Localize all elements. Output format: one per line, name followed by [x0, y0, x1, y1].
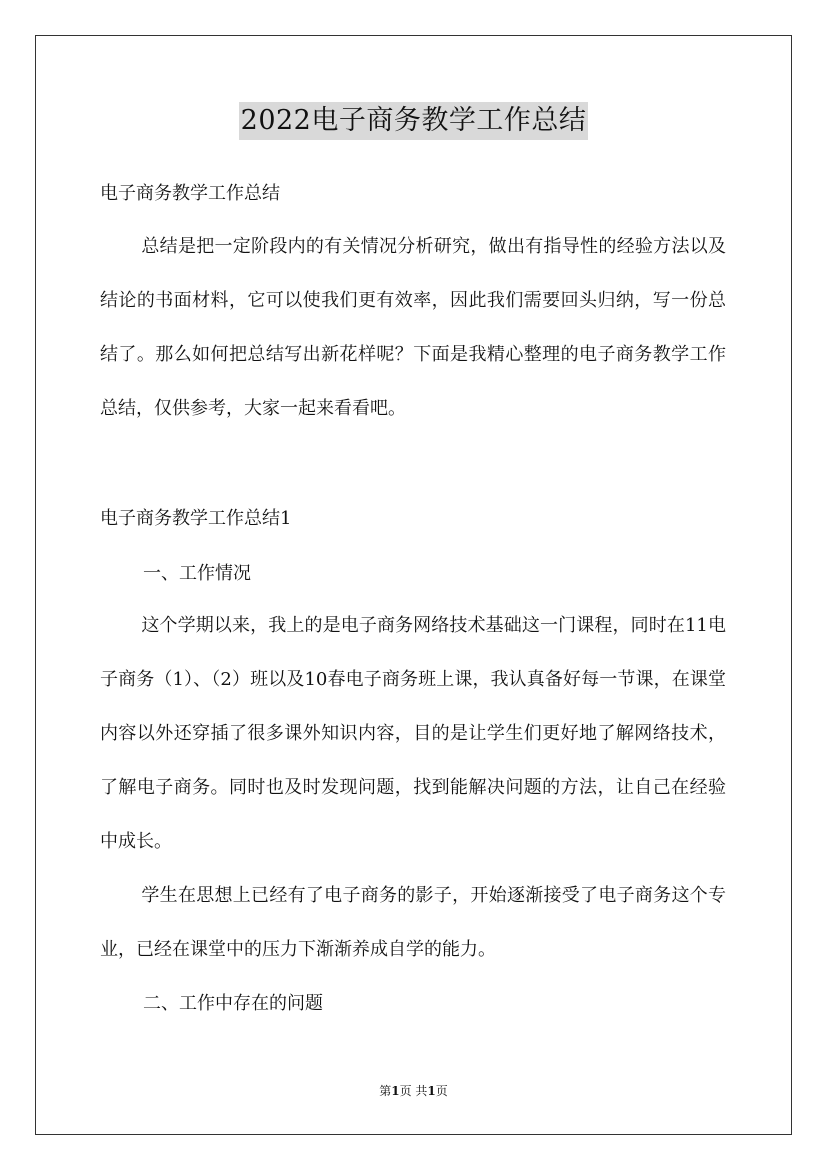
footer-page-total: 1	[427, 1084, 436, 1098]
heading-problems: 二、工作中存在的问题	[143, 993, 323, 1014]
footer-prefix: 第	[379, 1084, 392, 1098]
footer-suffix: 页	[435, 1084, 448, 1098]
heading-work-situation: 一、工作情况	[143, 563, 251, 584]
page-footer	[0, 1083, 827, 1099]
title-block	[0, 102, 827, 140]
intro-paragraph: 总结是把一定阶段内的有关情况分析研究，做出有指导性的经验方法以及结论的书面材料，它可以使我们更有效率，因此我们需要回头归纳，写一份总结了。那么如何把总结写出新花样呢？下面是我精心整理的电子商务教学工作总结，仅供参考，大家一起来看看吧。	[100, 236, 726, 419]
document-subtitle: 电子商务教学工作总结	[100, 183, 280, 204]
footer-page-number: 1	[391, 1084, 400, 1098]
document-title: 2022电子商务教学工作总结	[239, 102, 589, 140]
body-paragraph-2: 学生在思想上已经有了电子商务的影子，开始逐渐接受了电子商务这个专业，已经在课堂中的压力下渐渐养成自学的能力。	[100, 885, 726, 960]
section-title: 电子商务教学工作总结1	[100, 508, 292, 529]
footer-middle: 页 共	[399, 1084, 428, 1098]
body-paragraph-1: 这个学期以来，我上的是电子商务网络技术基础这一门课程，同时在11电子商务（1）、（2）班以及10春电子商务班上课，我认真备好每一节课，在课堂内容以外还穿插了很多课外知识内容，目的是让学生们更好地了解网络技术，了解电子商务。同时也及时发现问题，找到能解决问题的方法，让自己在经验中成长。	[100, 615, 726, 852]
